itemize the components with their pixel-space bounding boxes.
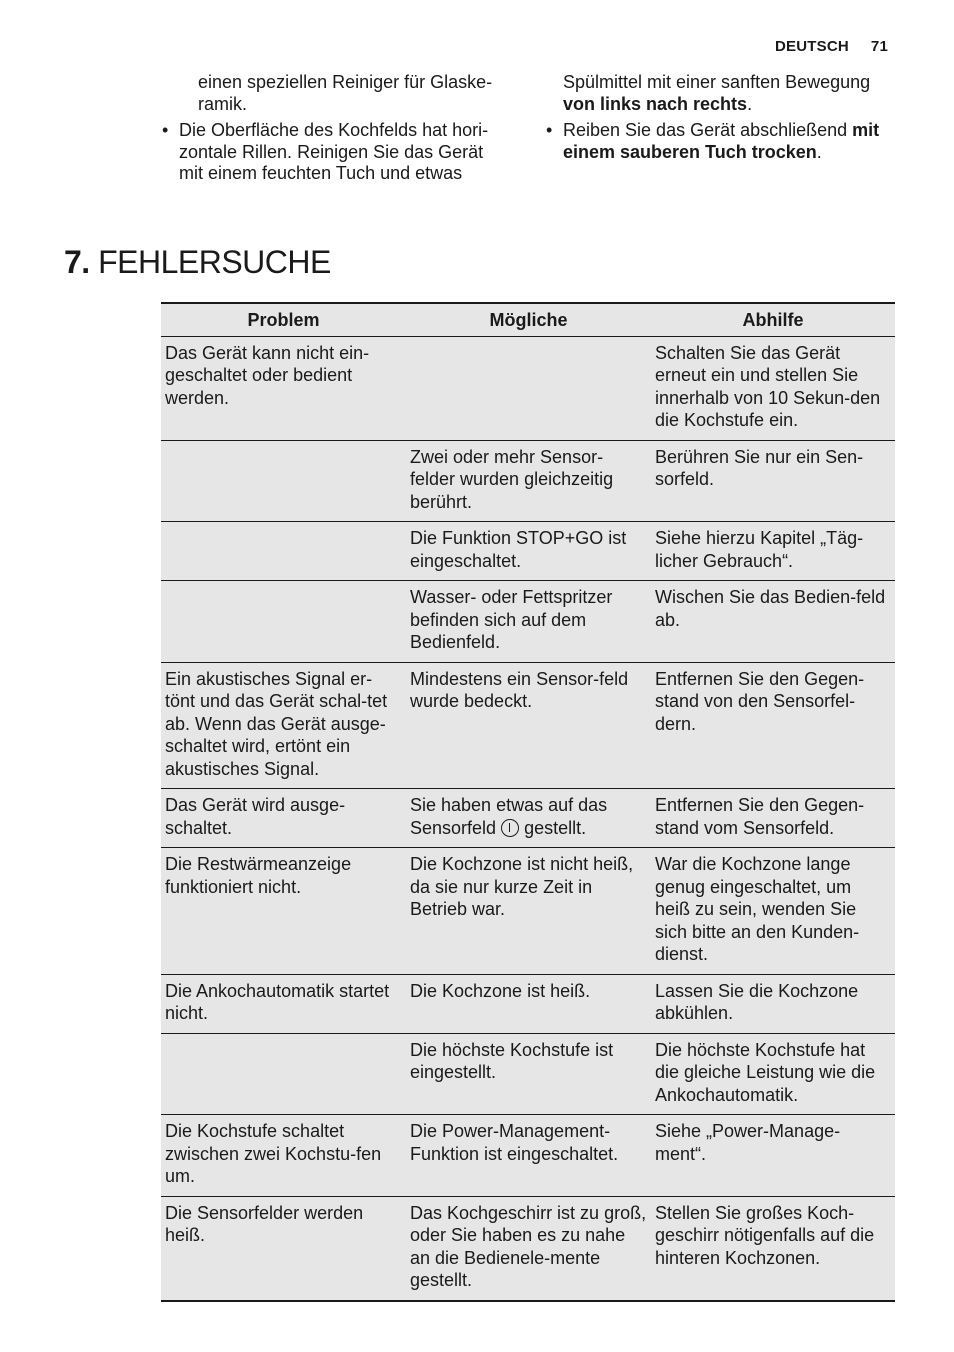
remedy-cell: Die höchste Kochstufe hat die gleiche Leistung wie die Ankochautomatik. — [651, 1033, 895, 1115]
cause-cell: Die Kochzone ist nicht heiß, da sie nur kurze Zeit in Betrieb war. — [406, 848, 651, 975]
remedy-cell: Wischen Sie das Bedien-feld ab. — [651, 581, 895, 663]
page-header — [775, 38, 888, 55]
section-title — [64, 244, 331, 281]
page-number: 71 — [870, 38, 888, 55]
cause-cell: Mindestens ein Sensor-feld wurde bedeckt. — [406, 662, 651, 789]
troubleshooting-table — [161, 302, 895, 1302]
cause-cell: Die Funktion STOP+GO ist eingeschaltet. — [406, 522, 651, 581]
remedy-cell: Entfernen Sie den Gegen-stand vom Sensorfeld. — [651, 789, 895, 848]
remedy-cell: Lassen Sie die Kochzone abkühlen. — [651, 974, 895, 1033]
table-row — [161, 789, 895, 848]
right-text-column — [544, 72, 894, 168]
cause-cell: Die Power-Management-Funktion ist eingeschaltet. — [406, 1115, 651, 1197]
right-bullet-text: Reiben Sie das Gerät abschließend — [563, 120, 853, 140]
bullet-dot-icon: • — [546, 120, 553, 140]
left-bullet-text: Die Oberfläche des Kochfelds hat hori-zontale Rillen. Reinigen Sie das Gerät mit einem feuchten Tuch und etwas — [179, 120, 489, 183]
table-row — [161, 974, 895, 1033]
cause-text-pre: Sie haben etwas auf das Sensorfeld — [410, 795, 608, 838]
cause-text-post: gestellt. — [524, 817, 587, 838]
table-row — [161, 1115, 895, 1197]
header-remedy: Abhilfe — [651, 303, 895, 336]
problem-cell — [161, 522, 406, 581]
right-bullet-bold: mit einem sauberen Tuch trocken — [563, 120, 880, 162]
problem-cell — [161, 440, 406, 522]
remedy-cell: War die Kochzone lange genug eingeschaltet, um heiß zu sein, wenden Sie sich bitte an den Kunden-dienst. — [651, 848, 895, 975]
cause-cell: Zwei oder mehr Sensor-felder wurden gleichzeitig berührt. — [406, 440, 651, 522]
cause-cell — [406, 336, 651, 440]
problem-cell: Die Sensorfelder werden heiß. — [161, 1196, 406, 1301]
right-continuation — [544, 72, 894, 115]
table-row — [161, 848, 895, 975]
left-bullet-item — [160, 120, 510, 185]
right-continuation-bold: von links nach rechts — [563, 93, 748, 114]
header-language: DEUTSCH — [775, 38, 849, 55]
remedy-cell: Berühren Sie nur ein Sen-sorfeld. — [651, 440, 895, 522]
left-text-column — [160, 72, 510, 190]
problem-cell: Das Gerät kann nicht ein-geschaltet oder bedient werden. — [161, 336, 406, 440]
table-row — [161, 1033, 895, 1115]
header-cause: Mögliche — [406, 303, 651, 336]
table-row — [161, 522, 895, 581]
right-bullet-item — [544, 120, 894, 163]
bullet-dot-icon: • — [162, 120, 169, 140]
section-number: 7. — [64, 244, 90, 280]
table-row — [161, 662, 895, 789]
problem-cell — [161, 1033, 406, 1115]
problem-cell: Ein akustisches Signal er-tönt und das Gerät schal-tet ab. Wenn das Gerät ausge-schaltet wird, ertönt ein akustisches Signal. — [161, 662, 406, 789]
power-icon — [501, 819, 519, 837]
right-bullet-end: . — [816, 141, 822, 162]
problem-cell: Die Ankochautomatik startet nicht. — [161, 974, 406, 1033]
cause-cell: Das Kochgeschirr ist zu groß, oder Sie haben es zu nahe an die Bedienele-mente gestellt. — [406, 1196, 651, 1301]
table-row — [161, 1196, 895, 1301]
remedy-cell: Entfernen Sie den Gegen-stand von den Sensorfel-dern. — [651, 662, 895, 789]
right-continuation-text: Spülmittel mit einer sanften Bewegung — [563, 72, 871, 92]
remedy-cell: Siehe „Power-Manage-ment“. — [651, 1115, 895, 1197]
remedy-cell: Schalten Sie das Gerät erneut ein und stellen Sie innerhalb von 10 Sekun-den die Kochstufe ein. — [651, 336, 895, 440]
header-problem: Problem — [161, 303, 406, 336]
cause-cell: Die Kochzone ist heiß. — [406, 974, 651, 1033]
table-row — [161, 581, 895, 663]
remedy-cell: Siehe hierzu Kapitel „Täg-licher Gebrauch“. — [651, 522, 895, 581]
left-continuation-text: einen speziellen Reiniger für Glaske-ramik. — [198, 72, 493, 114]
cause-cell: Die höchste Kochstufe ist eingestellt. — [406, 1033, 651, 1115]
table-header-row — [161, 303, 895, 336]
problem-cell: Die Restwärmeanzeige funktioniert nicht. — [161, 848, 406, 975]
right-continuation-end: . — [747, 93, 753, 114]
table-row — [161, 336, 895, 440]
table-row — [161, 440, 895, 522]
problem-cell: Die Kochstufe schaltet zwischen zwei Kochstu-fen um. — [161, 1115, 406, 1197]
problem-cell — [161, 581, 406, 663]
cause-cell — [406, 789, 651, 848]
cause-cell: Wasser- oder Fettspritzer befinden sich auf dem Bedienfeld. — [406, 581, 651, 663]
section-title-text: FEHLERSUCHE — [98, 244, 331, 280]
remedy-cell: Stellen Sie großes Koch-geschirr nötigenfalls auf die hinteren Kochzonen. — [651, 1196, 895, 1301]
problem-cell: Das Gerät wird ausge-schaltet. — [161, 789, 406, 848]
